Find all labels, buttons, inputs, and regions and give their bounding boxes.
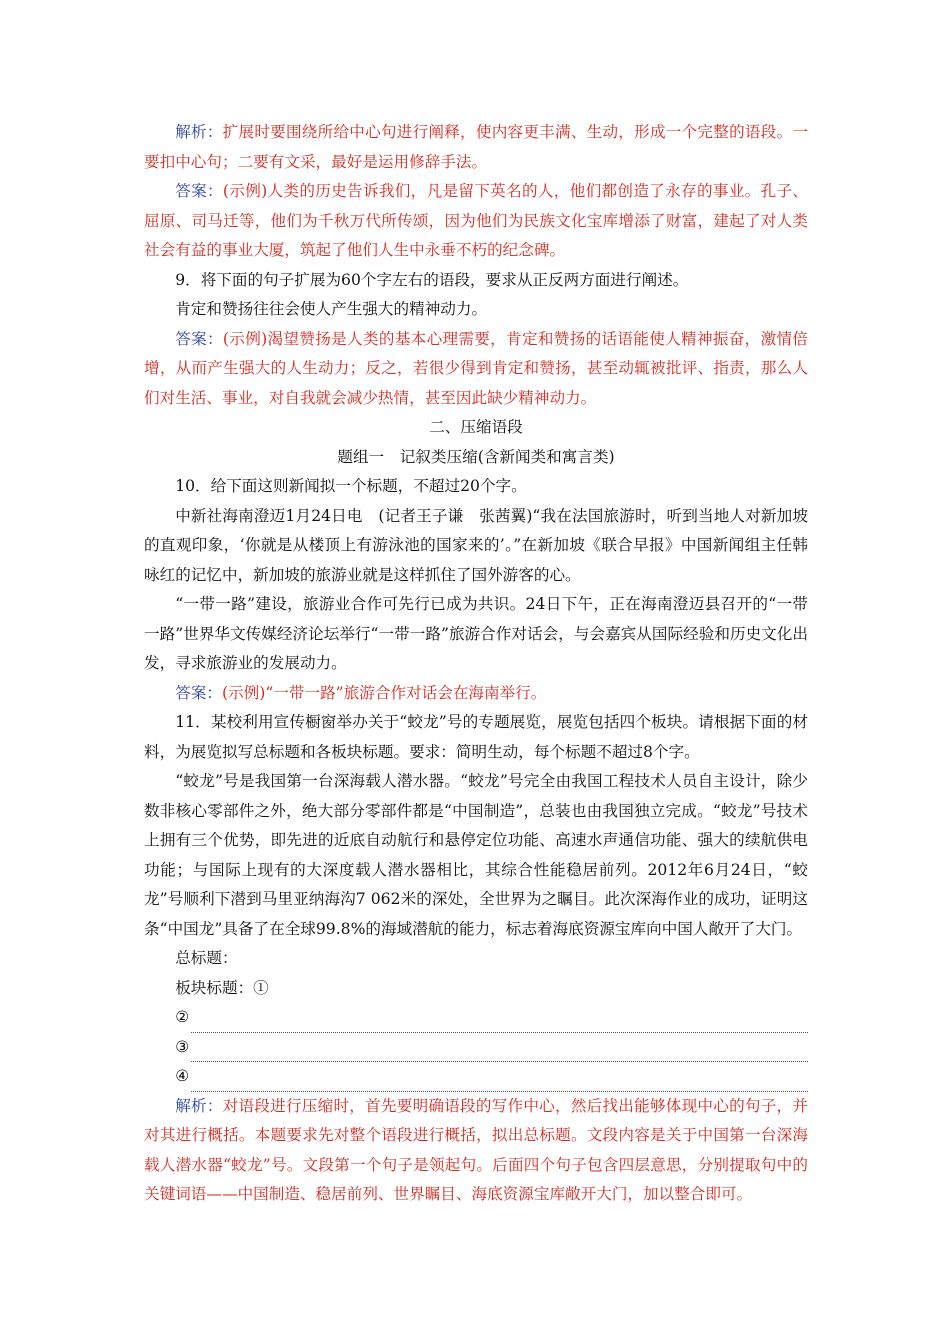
q9-answer (144, 325, 808, 414)
analysis-text: 扩展时要围绕所给中心句进行阐释，使内容更丰满、生动，形成一个完整的语段。一要扣中心句；二要有文采，最好是运用修辞手法。 (144, 123, 808, 171)
answer-blank-line[interactable] (191, 1014, 808, 1033)
answer-label: 答案： (175, 683, 222, 702)
blank-row-3 (144, 1033, 808, 1063)
answer-label: 答案： (175, 182, 223, 200)
answer-label: 答案： (175, 329, 223, 348)
q9-sentence: 肯定和赞扬往往会使人产生强大的精神动力。 (175, 300, 488, 318)
q8-answer (144, 177, 808, 266)
q11-analysis (144, 1092, 808, 1210)
analysis-text: 对语段进行压缩时，首先要明确语段的写作中心，然后找出能够体现中心的句子，并对其进行概括。本题要求先对整个语段进行概括，拟出总标题。文段内容是关于中国第一台深海载人潜水器“蛟龙”号。文段第一个句子是领起句。后面四个句子包含四层意思，分别提取句中的关键词语——中国制造、稳居前列、世界瞩目、海底资源宝库敞开大门，加以整合即可。 (144, 1096, 808, 1203)
answer-text: (示例)“一带一路”旅游合作对话会在海南举行。 (221, 683, 547, 702)
q11-prompt: 11．某校利用宣传橱窗举办关于“蛟龙”号的专题展览，展览包括四个板块。请根据下面的材料，为展览拟写总标题和各板块标题。要求：简明生动，每个标题不超过8个字。 (144, 713, 808, 761)
document-body (144, 118, 808, 1210)
analysis-label: 解析： (175, 123, 223, 141)
main-title-label: 总标题： (175, 949, 238, 967)
blank-row-2 (144, 1003, 808, 1033)
group-title: 题组一 记叙类压缩(含新闻类和寓言类) (337, 447, 615, 466)
q10-news-paragraph-2: “一带一路”建设，旅游业合作可先行已成为共识。24日下午，正在海南澄迈县召开的“一带一路”世界华文传媒经济论坛举行“一带一路”旅游合作对话会，与会嘉宾从国际经验和历史文化出发，寻求旅游业的发展动力。 (144, 595, 808, 672)
q10-prompt: 10．给下面这则新闻拟一个标题，不超过20个字。 (175, 477, 527, 495)
blank-marker: ② (175, 1008, 190, 1026)
answer-blank-line[interactable] (191, 1073, 808, 1092)
blank-marker: ③ (175, 1037, 190, 1056)
answer-text: (示例)渴望赞扬是人类的基本心理需要，肯定和赞扬的话语能使人精神振奋，激情倍增，从而产生强大的人生动力；反之，若很少得到肯定和赞扬，甚至动辄被批评、指责，那么人们对生活、事业，对自我就会减少热情，甚至因此缺少精神动力。 (144, 329, 808, 407)
q10-news-paragraph-1: 中新社海南澄迈1月24日电 (记者王子谦 张茜翼)“我在法国旅游时，听到当地人对新加坡的直观印象，‘你就是从楼顶上有游泳池的国家来的’。”在新加坡《联合早报》中国新闻组主任韩咏红的记忆中，新加坡的旅游业就是这样抓住了国外游客的心。 (144, 506, 808, 584)
q11-material: “蛟龙”号是我国第一台深海载人潜水器。“蛟龙”号完全由我国工程技术人员自主设计，除少数非核心零部件之外，绝大部分零部件都是“中国制造”，总装也由我国独立完成。“蛟龙”号技术上拥有三个优势，即先进的近底自动航行和悬停定位功能、高速水声通信功能、强大的续航供电功能；与国际上现有的大深度载人潜水器相比，其综合性能稳居前列。2012年6月24日，“蛟龙”号顺利下潜到马里亚纳海沟7 062米的深处，全世界为之瞩目。此次深海作业的成功，证明这条“中国龙”具备了在全球99.8%的海域潜航的能力，标志着海底资源宝库向中国人敞开了大门。 (144, 772, 808, 938)
section-title-label: 板块标题：① (175, 978, 269, 997)
section-title: 二、压缩语段 (429, 418, 523, 436)
q10-answer (144, 679, 808, 709)
blank-row-4 (144, 1062, 808, 1092)
blank-marker: ④ (175, 1067, 190, 1085)
answer-blank-line[interactable] (191, 1043, 808, 1062)
q9-prompt: 9．将下面的句子扩展为60个字左右的语段，要求从正反两方面进行阐述。 (175, 270, 689, 289)
answer-text: (示例)人类的历史告诉我们，凡是留下英名的人，他们都创造了永存的事业。孔子、屈原、司马迁等，他们为千秋万代所传颂，因为他们为民族文化宝库增添了财富，建起了对人类社会有益的事业大厦，筑起了他们人生中永垂不朽的纪念碑。 (144, 182, 808, 259)
q8-analysis (144, 118, 808, 177)
analysis-label: 解析： (175, 1096, 223, 1115)
